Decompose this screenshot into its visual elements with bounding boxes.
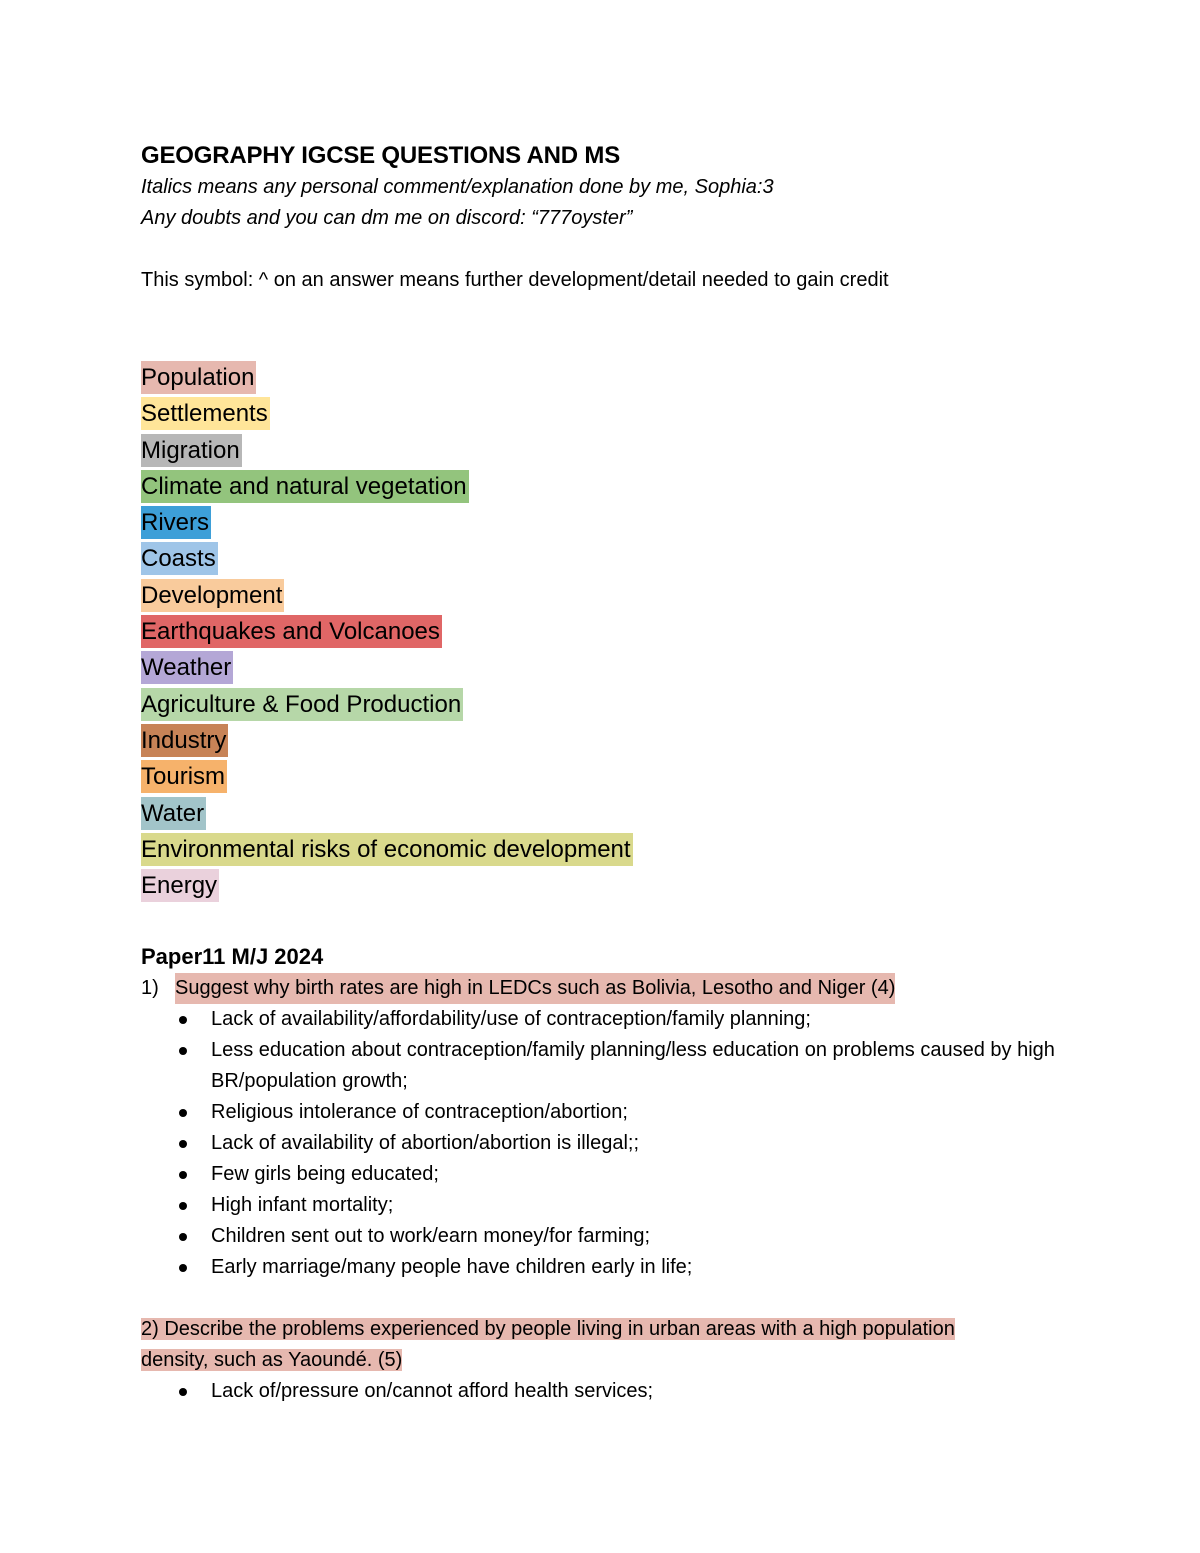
question-2-answers: [141, 1376, 1061, 1407]
topic-item: [141, 650, 1061, 686]
topic-label: Tourism: [141, 760, 227, 793]
spacer: [141, 296, 1061, 360]
topic-item: [141, 396, 1061, 432]
question-text: Suggest why birth rates are high in LEDCs such as Bolivia, Lesotho and Niger (4): [175, 973, 895, 1004]
topic-label: Migration: [141, 434, 242, 467]
symbol-note: This symbol: ^ on an answer means further development/detail needed to gain credit: [141, 269, 889, 291]
list-item: [177, 1159, 1061, 1190]
intro-discord-note: Any doubts and you can dm me on discord: “777oyster”: [141, 207, 633, 229]
topic-label: Energy: [141, 869, 219, 902]
topic-label: Water: [141, 797, 206, 830]
topic-item: [141, 541, 1061, 577]
topic-item: [141, 433, 1061, 469]
bullet-icon: [179, 1202, 187, 1210]
bullet-icon: [179, 1109, 187, 1117]
topic-label: Weather: [141, 651, 233, 684]
list-item: [177, 1035, 1061, 1097]
answer-text: Children sent out to work/earn money/for farming;: [211, 1225, 651, 1248]
question-number: 1): [141, 977, 159, 1000]
topic-item: [141, 796, 1061, 832]
topic-item: [141, 578, 1061, 614]
bullet-icon: [179, 1171, 187, 1179]
topic-item: [141, 868, 1061, 904]
question-2: [141, 1314, 1001, 1376]
topic-label: Coasts: [141, 542, 218, 575]
document-title: GEOGRAPHY IGCSE QUESTIONS AND MS: [141, 142, 621, 169]
intro-italics-note: Italics means any personal comment/explanation done by me, Sophia:3: [141, 176, 774, 198]
bullet-icon: [179, 1140, 187, 1148]
list-item: [177, 1128, 1061, 1159]
topic-label: Industry: [141, 724, 228, 757]
topic-item: [141, 687, 1061, 723]
topic-item: [141, 759, 1061, 795]
document-page: [141, 140, 1061, 1407]
answer-text: High infant mortality;: [211, 1194, 394, 1217]
bullet-icon: [179, 1388, 187, 1396]
answer-text: Lack of availability/affordability/use of contraception/family planning;: [211, 1008, 811, 1031]
topic-label: Settlements: [141, 397, 270, 430]
bullet-icon: [179, 1047, 187, 1055]
topic-item: [141, 723, 1061, 759]
topic-item: [141, 614, 1061, 650]
spacer: [141, 904, 1061, 940]
question-text: 2) Describe the problems experienced by people living in urban areas with a high population density, such as Yaoundé. (5): [141, 1318, 955, 1372]
answer-text: Few girls being educated;: [211, 1163, 439, 1186]
paper-heading: Paper11 M/J 2024: [141, 944, 324, 970]
bullet-icon: [179, 1233, 187, 1241]
bullet-icon: [179, 1264, 187, 1272]
topic-item: [141, 505, 1061, 541]
spacer: [141, 1283, 1061, 1314]
topic-list: [141, 360, 1061, 904]
topic-item: [141, 360, 1061, 396]
topic-label: Rivers: [141, 506, 211, 539]
bullet-icon: [179, 1016, 187, 1024]
answer-text: Early marriage/many people have children early in life;: [211, 1256, 693, 1279]
list-item: [177, 1376, 1061, 1407]
topic-label: Earthquakes and Volcanoes: [141, 615, 442, 648]
topic-item: [141, 469, 1061, 505]
topic-label: Development: [141, 579, 284, 612]
answer-text: Less education about contraception/family planning/less education on problems caused by high BR/population growth;: [211, 1039, 1055, 1093]
list-item: [177, 1221, 1061, 1252]
topic-label: Agriculture & Food Production: [141, 688, 463, 721]
list-item: [177, 1190, 1061, 1221]
list-item: [177, 1097, 1061, 1128]
answer-text: Religious intolerance of contraception/abortion;: [211, 1101, 628, 1124]
question-1-answers: [141, 1004, 1061, 1283]
topic-label: Population: [141, 361, 256, 394]
list-item: [177, 1004, 1061, 1035]
topic-label: Environmental risks of economic development: [141, 833, 633, 866]
list-item: [177, 1252, 1061, 1283]
topic-label: Climate and natural vegetation: [141, 470, 469, 503]
answer-text: Lack of availability of abortion/abortion is illegal;;: [211, 1132, 640, 1155]
question-1: [141, 973, 1061, 1004]
spacer: [141, 234, 1061, 265]
topic-item: [141, 832, 1061, 868]
answer-text: Lack of/pressure on/cannot afford health services;: [211, 1380, 654, 1403]
